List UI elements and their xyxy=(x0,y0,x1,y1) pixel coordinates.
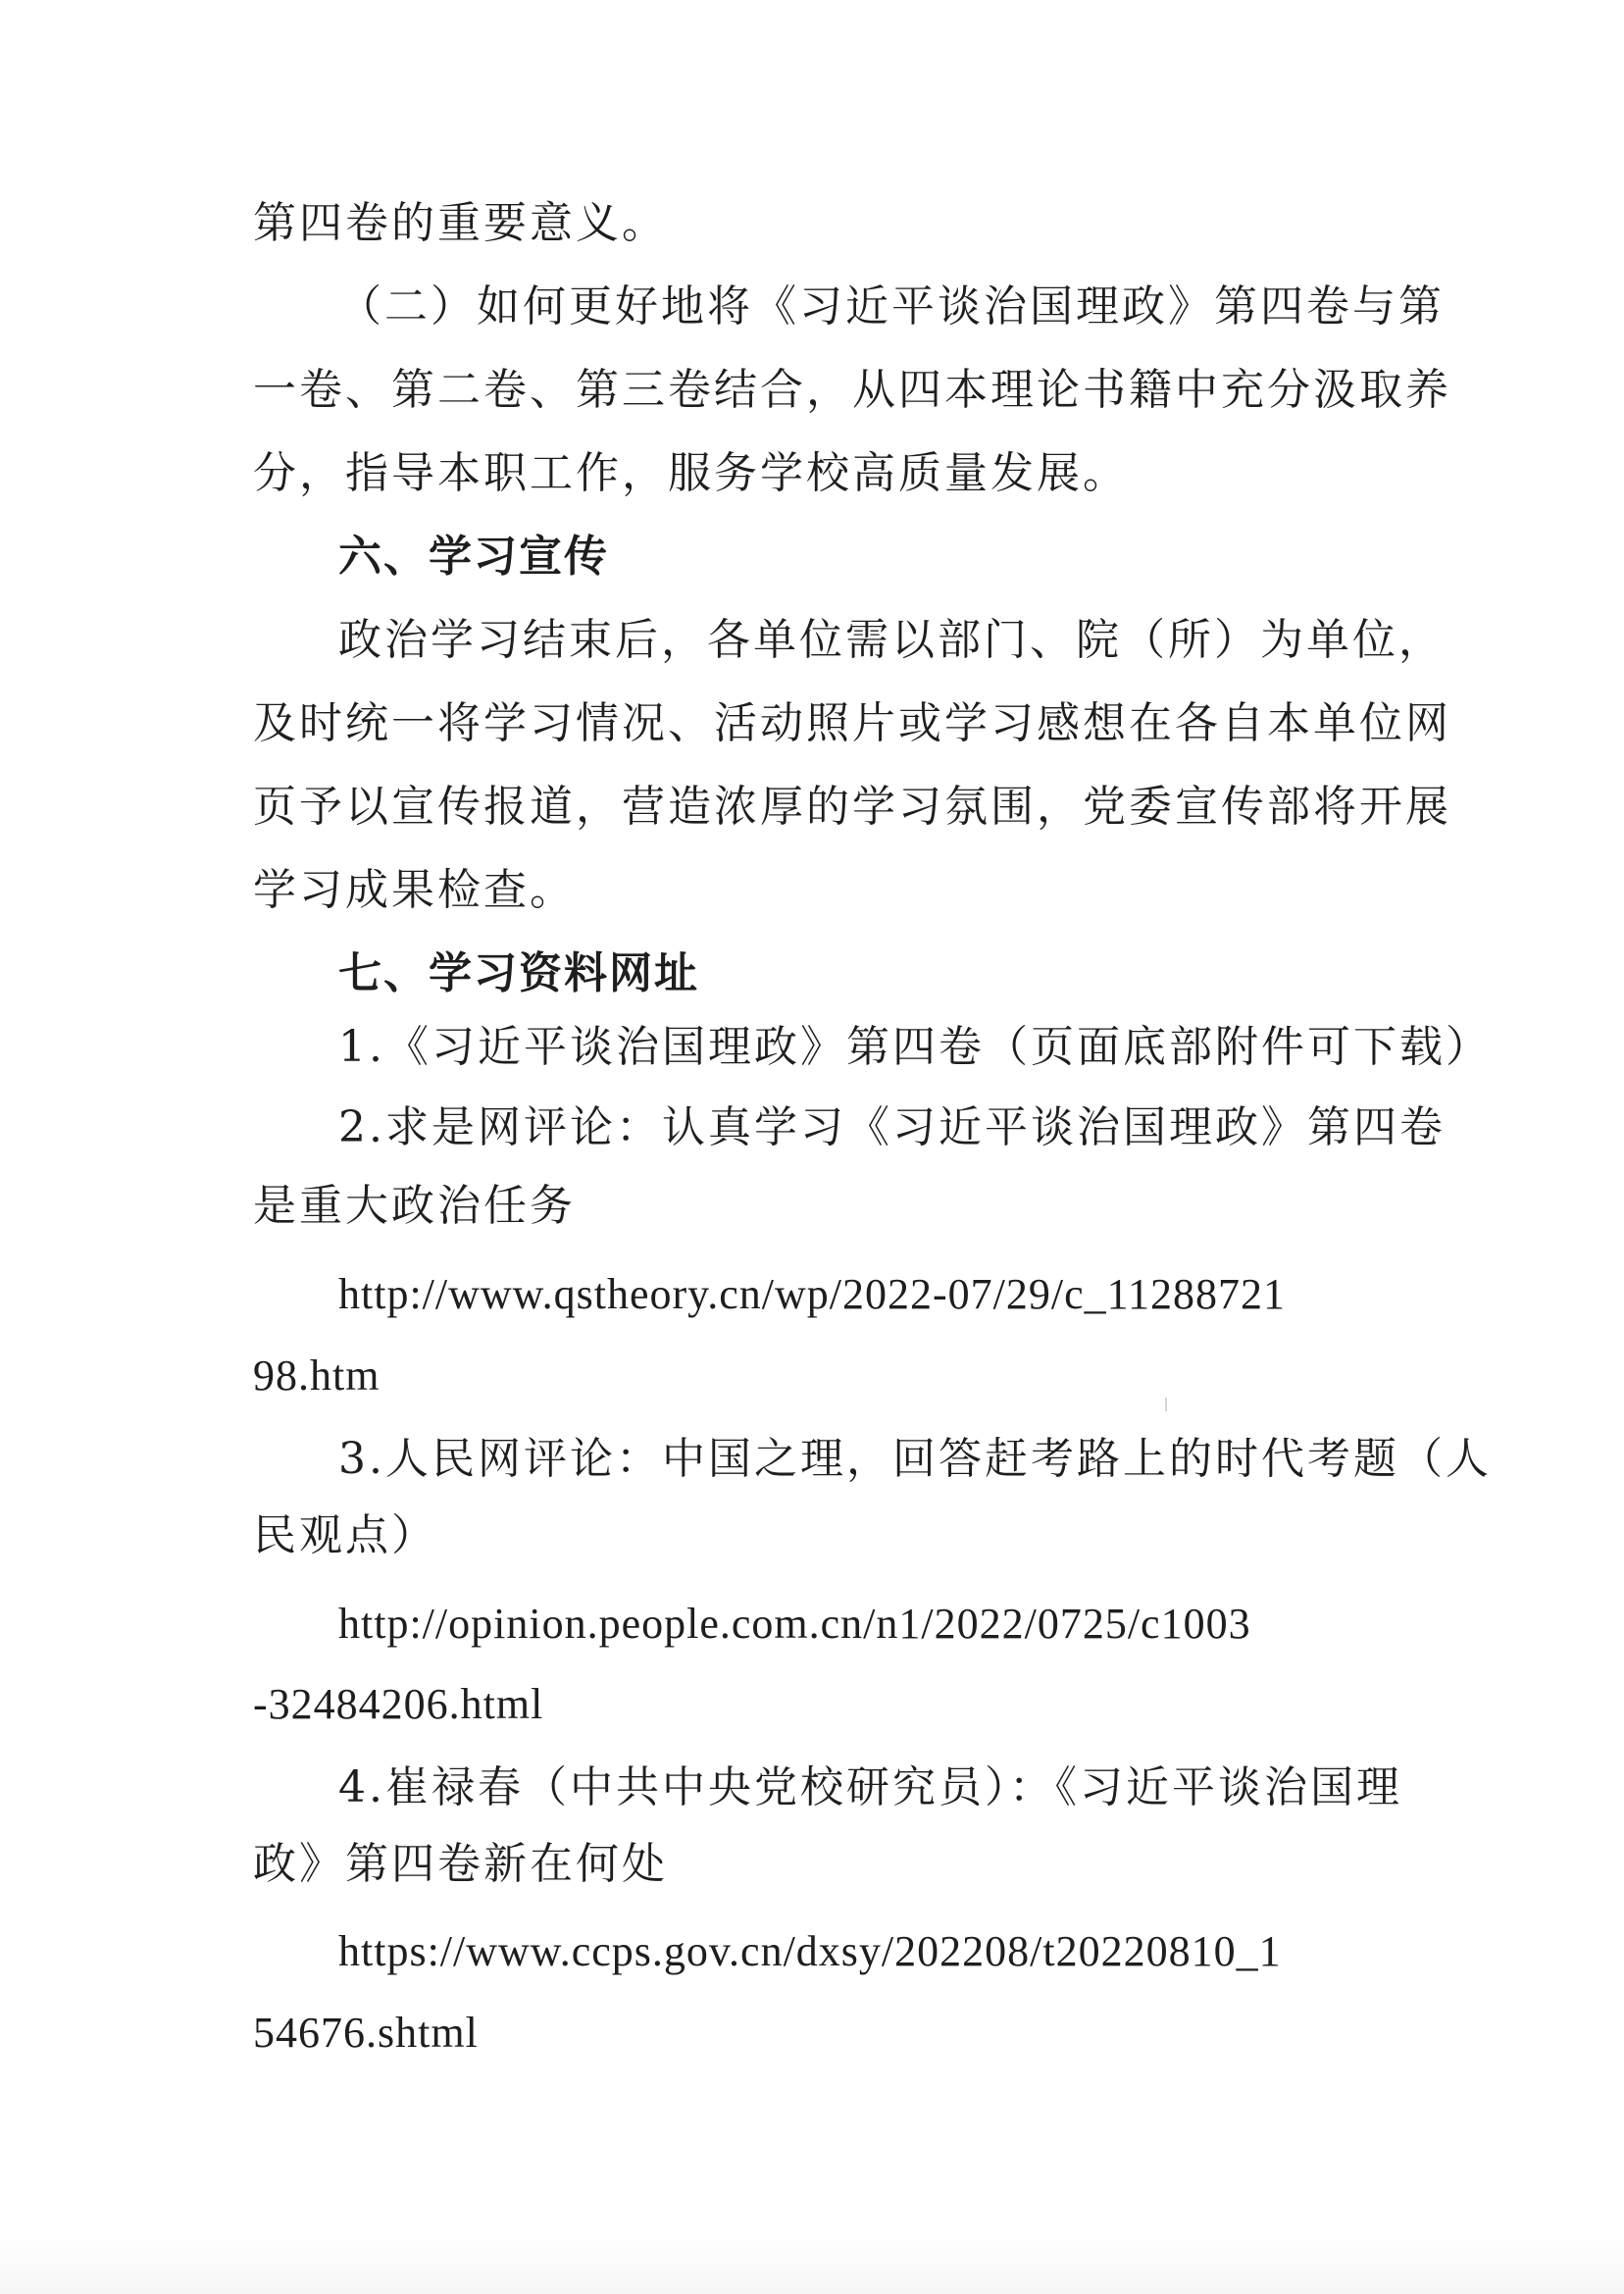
url-link-1-continued[interactable]: 98.htm xyxy=(253,1351,381,1400)
url-link-3[interactable]: https://www.ccps.gov.cn/dxsy/202208/t20220810_1 xyxy=(338,1927,1282,1975)
paragraph-line: 分，指导本职工作，服务学校高质量发展。 xyxy=(253,448,1129,498)
paragraph-line: （二）如何更好地将《习近平谈治国理政》第四卷与第 xyxy=(338,281,1445,331)
list-item-2: 2.求是网评论：认真学习《习近平谈治国理政》第四卷 xyxy=(338,1102,1446,1152)
paragraph-line: 政治学习结束后，各单位需以部门、院（所）为单位， xyxy=(338,615,1445,665)
paragraph-line: 及时统一将学习情况、活动照片或学习感想在各自本单位网 xyxy=(253,698,1451,748)
url-link-2[interactable]: http://opinion.people.com.cn/n1/2022/0725/c1003 xyxy=(338,1600,1251,1648)
list-item-1: 1.《习近平谈治国理政》第四卷（页面底部附件可下载） xyxy=(338,1022,1492,1072)
list-item-3-continued: 民观点） xyxy=(253,1510,437,1560)
section-heading-7: 七、学习资料网址 xyxy=(338,948,699,998)
paragraph-line: 页予以宣传报道，营造浓厚的学习氛围，党委宣传部将开展 xyxy=(253,782,1451,832)
url-link-2-continued[interactable]: -32484206.html xyxy=(253,1680,544,1728)
list-item-3: 3.人民网评论：中国之理，回答赶考路上的时代考题（人 xyxy=(338,1434,1492,1484)
section-heading-6: 六、学习宣传 xyxy=(338,532,609,582)
paragraph-line: 第四卷的重要意义。 xyxy=(253,198,668,248)
list-item-4: 4.崔禄春（中共中央党校研究员）：《习近平谈治国理 xyxy=(338,1762,1402,1812)
list-item-4-continued: 政》第四卷新在何处 xyxy=(253,1839,668,1889)
scan-artifact xyxy=(1165,1398,1167,1411)
url-link-3-continued[interactable]: 54676.shtml xyxy=(253,2009,479,2057)
url-link-1[interactable]: http://www.qstheory.cn/wp/2022-07/29/c_11288721 xyxy=(338,1270,1287,1318)
paragraph-line: 一卷、第二卷、第三卷结合，从四本理论书籍中充分汲取养 xyxy=(253,365,1451,415)
list-item-2-continued: 是重大政治任务 xyxy=(253,1181,576,1231)
page-bottom-shadow xyxy=(0,2235,1624,2294)
paragraph-line: 学习成果检查。 xyxy=(253,865,576,915)
